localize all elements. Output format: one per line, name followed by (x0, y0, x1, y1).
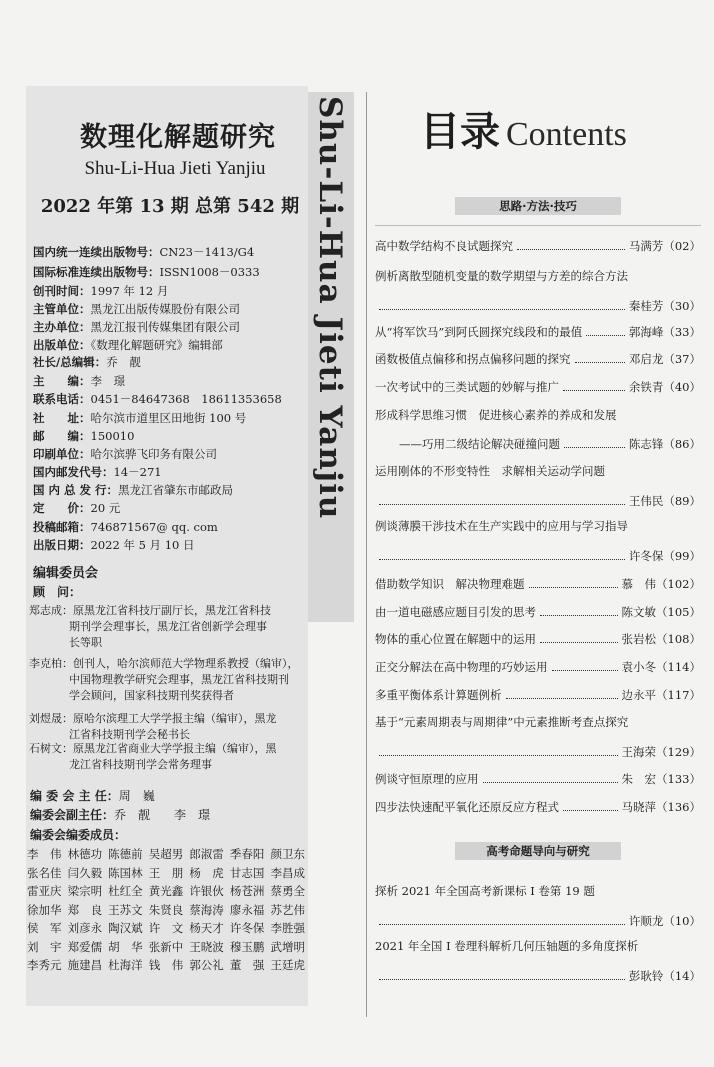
member-name: 廖永福 (229, 902, 265, 917)
member-name: 陈德前 (108, 847, 143, 861)
info-label: 印刷单位： (33, 447, 91, 461)
leader-dots (379, 301, 625, 310)
toc-entry-author: 边永平（117） (621, 688, 701, 702)
info-value: 乔 靓 (106, 355, 141, 369)
member-name: 杨苍洲 (229, 884, 265, 898)
toc-entry[interactable] (375, 799, 701, 815)
toc-entry-title: 基于“元素周期表与周期律”中元素推断考查点探究 (375, 715, 629, 729)
toc-entry-author: 彭耿铃（14） (628, 969, 701, 983)
leader-dots (506, 690, 618, 699)
leader-dots (379, 971, 625, 980)
advisor-line: 江省科技期刊学会秘书长 (69, 728, 190, 741)
leader-dots (379, 916, 625, 925)
member-name: 侯 军 (27, 921, 62, 935)
info-value: 150010 (90, 429, 135, 443)
info-value: CN23－1413/G4 (159, 245, 255, 259)
member-name: 李 伟 (27, 847, 62, 861)
advisor-entry (29, 603, 301, 651)
info-value: 1997 年 12 月 (90, 284, 169, 298)
info-label: 邮 编： (33, 429, 91, 443)
member-name: 闫久毅 (67, 865, 103, 880)
info-line (33, 373, 125, 389)
members-row (25, 938, 307, 957)
member-name: 林德功 (67, 847, 103, 861)
advisor-name: 郑志成： (29, 604, 73, 617)
editorial-board-title: 编辑委员会 (33, 566, 99, 581)
info-label: 定 价： (33, 501, 91, 515)
info-label: 主办单位： (33, 320, 91, 334)
toc-entry[interactable] (375, 604, 701, 620)
member-name: 蔡海涛 (189, 902, 224, 917)
toc-heading (420, 100, 627, 157)
leader-dots (564, 439, 625, 448)
info-value: 0451－84647368 18611353658 (90, 392, 282, 406)
advisor-line: 期刊学会理事长，黑龙江省创新学会理事 (69, 620, 267, 633)
info-value: 黑龙江报刊传媒集团有限公司 (90, 320, 240, 334)
member-name: 雷亚庆 (27, 884, 62, 898)
leader-dots (540, 607, 618, 616)
member-name: 陈国林 (108, 865, 143, 880)
member-name: 许银伙 (189, 884, 224, 898)
member-name: 穆玉鹏 (229, 939, 265, 954)
info-line (33, 301, 240, 317)
toc-entry-title: 多重平衡体系计算题例析 (375, 688, 502, 702)
member-name: 钱 伟 (148, 958, 184, 972)
advisor-name: 刘煜晟： (29, 712, 73, 725)
member-name: 张新中 (148, 939, 184, 954)
toc-entry[interactable] (375, 687, 701, 703)
member-name: 杜红全 (108, 884, 143, 898)
section-banner-gaokao: 高考命题导向与研究 (455, 842, 621, 860)
info-line (33, 391, 282, 407)
toc-entry-title: 从“将军饮马”到阿氏圆探究线段和的最值 (375, 325, 583, 339)
member-name: 徐加华 (27, 902, 62, 917)
toc-entry-title: 运用刚体的不形变特性 求解相关运动学问题 (375, 464, 605, 478)
member-name: 王晓波 (189, 939, 224, 954)
toc-entry-author: 王海荣（129） (621, 745, 701, 759)
vertical-title: Shu-Li-Hua Jieti Yanjiu (312, 96, 348, 520)
toc-entry-author: 王伟民（89） (628, 494, 701, 508)
toc-entry-author: 朱 宏（133） (621, 772, 701, 786)
board-director: 编 委 会 主 任：周 巍 (30, 789, 155, 803)
info-label: 投稿邮箱： (33, 520, 91, 534)
issue-number: 2022 年第 13 期 总第 542 期 (40, 196, 300, 217)
toc-entry-author: 陈志锋（86） (628, 437, 701, 451)
member-name: 武增明 (270, 939, 305, 954)
info-value: 李 璟 (90, 374, 125, 388)
info-line (33, 446, 217, 462)
toc-entry-author: 余铁青（40） (628, 380, 701, 394)
info-line (33, 354, 141, 370)
toc-entry-title: 四步法快速配平氧化还原反应方程式 (375, 800, 559, 814)
info-line (33, 244, 254, 260)
toc-entry-title: 函数极值点偏移和拐点偏移问题的探究 (375, 352, 571, 366)
member-name: 季春阳 (229, 847, 265, 861)
toc-entry-author: 马晓萍（136） (621, 800, 701, 814)
toc-entry-author: 秦桂芳（30） (628, 299, 701, 313)
info-line (33, 482, 233, 498)
info-label: 创刊时间： (33, 284, 91, 298)
members-row (25, 845, 307, 864)
member-name: 刘 宇 (27, 939, 62, 954)
leader-dots (586, 327, 625, 336)
vertical-title-band (308, 92, 354, 622)
advisor-line: 中国物理教学研究会理事，黑龙江省科技期刊 (69, 673, 289, 686)
toc-entry-author: 郭海峰（33） (628, 325, 701, 339)
info-line (33, 537, 195, 553)
toc-entry[interactable] (375, 324, 701, 340)
toc-entry-author: 许冬保（99） (628, 549, 701, 563)
info-value: 14－271 (113, 465, 162, 479)
info-label: 联系电话： (33, 392, 91, 406)
toc-entry[interactable] (375, 631, 701, 647)
leader-dots (379, 496, 625, 505)
toc-heading-cn: 目录 (420, 109, 500, 155)
toc-entry-author: 马满芳（02） (628, 239, 701, 253)
leader-dots (529, 579, 618, 588)
toc-entry[interactable] (375, 379, 701, 395)
members-row (25, 882, 307, 901)
advisor-name: 李克柏： (29, 657, 73, 670)
member-name: 胡 华 (108, 939, 143, 954)
toc-entry-title: 2021 年全国 Ⅰ 卷理科解析几何压轴题的多角度探析 (375, 939, 639, 953)
info-value: 《数理化解题研究》编辑部 (90, 338, 223, 352)
toc-entry-title: 正交分解法在高中物理的巧妙运用 (375, 660, 548, 674)
info-label: 主 编： (33, 374, 91, 388)
toc-entry-title: 高中数学结构不良试题探究 (375, 239, 513, 253)
toc-heading-en: Contents (506, 116, 627, 153)
leader-dots (379, 551, 625, 560)
members-row (25, 864, 307, 883)
column-divider (366, 92, 367, 1017)
info-label: 国际标准连续出版物号： (33, 265, 160, 279)
toc-entry[interactable] (375, 938, 701, 984)
member-name: 李胜强 (270, 921, 305, 935)
info-line (33, 319, 240, 335)
toc-entry-author: 袁小冬（114） (621, 660, 701, 674)
toc-entry-title: 物体的重心位置在解题中的运用 (375, 632, 536, 646)
info-value: 746871567@ qq. com (90, 520, 218, 534)
member-name: 李秀元 (27, 958, 62, 972)
board-vice-director: 编委会副主任：乔 靓 李 璟 (30, 808, 211, 822)
toc-entry[interactable] (375, 576, 701, 592)
member-name: 吴超男 (148, 847, 184, 861)
member-name: 陶汉斌 (108, 921, 143, 935)
toc-entry[interactable] (375, 714, 701, 760)
leader-dots (540, 634, 618, 643)
member-name: 许冬保 (229, 921, 265, 935)
member-name: 甘志国 (229, 865, 265, 880)
advisor-entry (29, 741, 301, 773)
toc-entry-title: 例谈薄膜干涉技术在生产实践中的应用与学习指导 (375, 519, 628, 533)
leader-dots (517, 241, 625, 250)
info-value: 黑龙江省肇东市邮政局 (118, 483, 234, 497)
board-members-grid (25, 845, 307, 975)
toc-entry-subtitle: ——巧用二级结论解决碰撞问题 (399, 437, 560, 451)
toc-entry[interactable] (375, 518, 701, 564)
toc-entry[interactable] (375, 771, 701, 787)
section-banner-methods: 思路·方法·技巧 (455, 197, 621, 215)
info-label: 国内统一连续出版物号： (33, 245, 160, 259)
toc-entry-author: 邓启龙（37） (628, 352, 701, 366)
member-name: 王 朋 (148, 865, 184, 880)
member-name: 张名佳 (27, 865, 62, 880)
member-name: 杜海洋 (108, 958, 143, 972)
member-name: 杨 虎 (189, 865, 224, 880)
info-value: 20 元 (90, 501, 121, 515)
info-value: 哈尔滨市道里区田地街 100 号 (90, 411, 247, 425)
members-row (25, 901, 307, 920)
info-label: 社 址： (33, 411, 91, 425)
toc-entry-author: 许顺龙（10） (628, 914, 701, 928)
info-label: 主管单位： (33, 302, 91, 316)
info-line (33, 283, 168, 299)
advisor-name: 石树文： (29, 742, 73, 755)
info-line (33, 264, 260, 280)
toc-entry[interactable] (375, 407, 701, 452)
toc-entry-author: 张岩松（108） (621, 632, 701, 646)
info-line (33, 337, 223, 353)
member-name: 杨天才 (189, 921, 224, 935)
leader-dots (379, 747, 618, 756)
consultants-label: 顾 问： (33, 585, 82, 599)
magazine-pinyin: Shu-Li-Hua Jieti Yanjiu (84, 158, 266, 179)
info-line (33, 519, 218, 535)
info-value: 哈尔滨骅飞印务有限公司 (90, 447, 217, 461)
advisor-line: 长等职 (69, 636, 102, 649)
advisor-entry (29, 656, 301, 704)
toc-entry-title: 形成科学思维习惯 促进核心素养的养成和发展 (375, 408, 617, 422)
toc-entry[interactable] (375, 883, 701, 929)
toc-entry-title: 一次考试中的三类试题的妙解与推广 (375, 380, 559, 394)
advisor-line: 原哈尔滨理工大学学报主编（编审），黑龙 (73, 712, 277, 725)
info-label: 出版日期： (33, 538, 91, 552)
member-name: 黄光鑫 (148, 884, 184, 898)
leader-dots (552, 662, 618, 671)
advisor-line: 创刊人，哈尔滨师范大学物理系教授（编审）， (73, 657, 299, 670)
info-value: 2022 年 5 月 10 日 (90, 538, 195, 552)
info-value: ISSN1008－0333 (159, 265, 260, 279)
toc-entry-title: 借助数学知识 解决物理难题 (375, 577, 525, 591)
advisor-entry (29, 711, 301, 743)
toc-entry[interactable] (375, 268, 701, 314)
leader-dots (563, 802, 618, 811)
member-name: 郭公礼 (189, 958, 224, 972)
section-rule (375, 225, 701, 226)
members-row (25, 956, 307, 975)
member-name: 郑 良 (67, 902, 103, 917)
info-line (33, 428, 134, 444)
member-name: 王苏文 (108, 902, 143, 917)
toc-entry[interactable] (375, 463, 701, 509)
toc-entry[interactable] (375, 238, 701, 254)
info-label: 国 内 总 发 行： (33, 483, 119, 497)
member-name: 董 强 (229, 958, 265, 972)
info-label: 出版单位： (33, 338, 91, 352)
advisor-line: 原黑龙江省商业大学学报主编（编审），黑 (73, 742, 277, 755)
advisor-line: 原黑龙江省科技厅副厅长，黑龙江省科技 (73, 604, 271, 617)
info-value: 黑龙江出版传媒股份有限公司 (90, 302, 240, 316)
advisor-line: 学会顾问，国家科技期刊奖获得者 (69, 689, 234, 702)
member-name: 蔡勇全 (270, 884, 305, 898)
leader-dots (575, 354, 625, 363)
leader-dots (483, 774, 618, 783)
member-name: 朱贤良 (148, 902, 184, 917)
toc-entry-title: 例谈守恒原理的应用 (375, 772, 479, 786)
info-line (33, 410, 246, 426)
info-label: 国内邮发代号： (33, 465, 114, 479)
member-name: 施建昌 (67, 958, 103, 972)
member-name: 王廷虎 (270, 958, 305, 972)
member-name: 苏艺伟 (270, 902, 305, 917)
toc-entry-title: 例析离散型随机变量的数学期望与方差的综合方法 (375, 269, 628, 283)
toc-entry-title: 探析 2021 年全国高考新课标 Ⅰ 卷第 19 题 (375, 884, 595, 898)
member-name: 李昌成 (270, 865, 305, 880)
member-name: 梁宗明 (67, 884, 103, 898)
toc-entry-title: 由一道电磁感应题目引发的思考 (375, 605, 536, 619)
board-members-label: 编委会编委成员： (30, 828, 127, 842)
toc-entry-author: 慕 伟（102） (621, 577, 701, 591)
member-name: 郑爱儒 (67, 939, 103, 954)
toc-entry[interactable] (375, 351, 701, 367)
leader-dots (563, 382, 625, 391)
member-name: 颜卫东 (270, 847, 305, 861)
info-line (33, 464, 162, 480)
members-row (25, 919, 307, 938)
member-name: 刘彦永 (67, 921, 103, 935)
toc-entry[interactable] (375, 659, 701, 675)
info-line (33, 500, 120, 516)
member-name: 郎淑雷 (189, 847, 224, 861)
member-name: 许 文 (148, 921, 184, 935)
info-label: 社长/总编辑： (33, 355, 107, 369)
magazine-title: 数理化解题研究 (80, 122, 276, 153)
advisor-line: 龙江省科技期刊学会常务理事 (69, 758, 212, 771)
toc-entry-author: 陈文敏（105） (621, 605, 701, 619)
